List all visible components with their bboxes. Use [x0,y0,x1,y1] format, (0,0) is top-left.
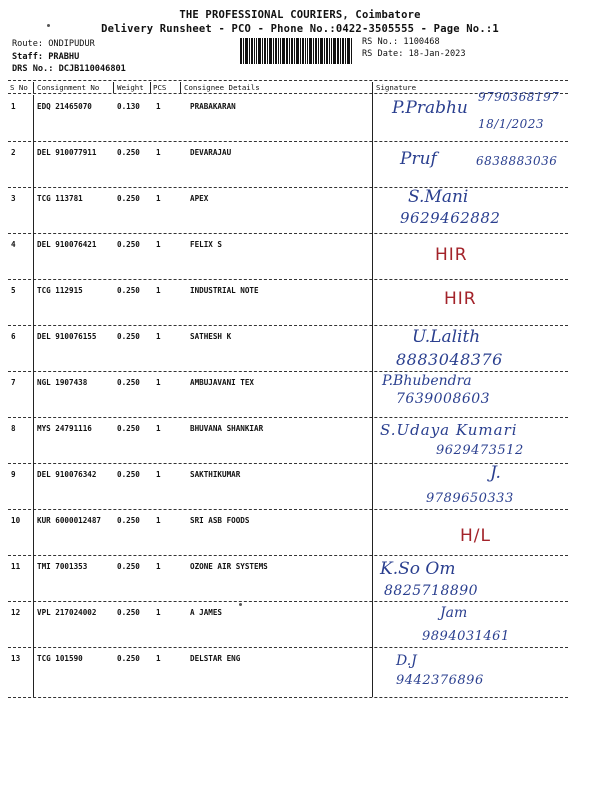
signature-column-rule [372,82,373,697]
row-consignment: VPL 217024002 [37,608,97,617]
row-sno: 2 [11,148,16,157]
hlr-mark: HIR [435,245,468,265]
rs-date-value: 18-Jan-2023 [408,48,466,59]
row-consignment: DEL 910076421 [37,240,97,249]
signature-cell [378,601,578,647]
scan-speck [239,603,242,606]
signature-cell [378,555,578,601]
signature-name: D.J [396,653,417,669]
row-consignee: APEX [190,194,209,203]
company-title: THE PROFESSIONAL COURIERS, Coimbatore [179,9,421,21]
row-weight: 0.250 [117,194,140,203]
row-sno: 5 [11,286,16,295]
row-weight: 0.250 [117,148,140,157]
row-consignee: SAKTHIKUMAR [190,470,241,479]
col-signature: Signature [376,83,417,92]
row-weight: 0.250 [117,378,140,387]
row-sno: 12 [11,608,21,617]
row-weight: 0.130 [117,102,140,111]
signature-cell [378,92,578,138]
route-label: Route: [12,39,44,49]
hlr-mark: H/L [460,526,491,546]
header-separator [113,82,114,93]
row-weight: 0.250 [117,516,140,525]
col-pcs: PCS [153,83,167,92]
row-pcs: 1 [156,654,161,663]
row-weight: 0.250 [117,240,140,249]
signature-name: K.So Om [380,559,456,579]
signature-name: U.Lalith [412,327,481,347]
row-consignment: TCG 101590 [37,654,83,663]
row-consignee: BHUVANA SHANKIAR [190,424,264,433]
row-pcs: 1 [156,286,161,295]
signature-phone: 8825718890 [384,583,479,599]
signature-cell [378,509,578,555]
signature-cell [378,417,578,463]
signature-phone: 9789650333 [426,491,514,506]
signature-name: J. [490,463,501,483]
signature-phone: 8883048376 [396,350,503,369]
signature-name: S.Udaya Kumari [380,421,518,439]
row-consignment: NGL 1907438 [37,378,88,387]
row-sno: 9 [11,470,16,479]
row-pcs: 1 [156,424,161,433]
signature-phone: 9629462882 [400,209,501,227]
row-consignee: SATHESH K [190,332,232,341]
signature-cell [378,233,578,279]
row-sno: 13 [11,654,21,663]
route-value: ONDIPUDUR [48,39,95,49]
drs-value: DCJB110046801 [58,64,126,74]
signature-name: Jam [440,605,468,621]
signature-name: Pruf [400,149,437,169]
row-weight: 0.250 [117,286,140,295]
scan-speck [47,24,50,27]
row-consignee: DELSTAR ENG [190,654,241,663]
signature-name: P.Prabhu [392,98,468,118]
row-weight: 0.250 [117,332,140,341]
signature-phone: 9442376896 [396,673,484,688]
row-sno: 3 [11,194,16,203]
header-separator [33,82,34,93]
row-sno: 8 [11,424,16,433]
signature-cell [378,371,578,417]
row-pcs: 1 [156,470,161,479]
row-weight: 0.250 [117,562,140,571]
row-consignee: A JAMES [190,608,223,617]
row-consignment: EDQ 21465070 [37,102,92,111]
row-weight: 0.250 [117,470,140,479]
barcode-image [240,38,352,64]
row-consignment: DEL 910077911 [37,148,97,157]
column-rule [33,95,34,697]
table-bottom-divider [8,697,568,698]
signature-phone: 9629473512 [436,443,524,458]
row-consignment: TCG 113781 [37,194,83,203]
signature-date: 18/1/2023 [478,117,545,131]
signature-name: S.Mani [408,187,469,207]
row-consignee: PRABAKARAN [190,102,236,111]
hlr-mark: HIR [444,289,477,309]
row-weight: 0.250 [117,608,140,617]
row-consignment: DEL 910076155 [37,332,97,341]
signature-cell [378,325,578,371]
row-consignee: OZONE AIR SYSTEMS [190,562,268,571]
row-sno: 4 [11,240,16,249]
row-sno: 11 [11,562,21,571]
row-consignment: DEL 910076342 [37,470,97,479]
signature-cell [378,187,578,233]
row-consignee: INDUSTRIAL NOTE [190,286,259,295]
runsheet-header [0,0,600,82]
row-pcs: 1 [156,240,161,249]
row-consignee: DEVARAJAU [190,148,232,157]
row-consignment: TMI 7001353 [37,562,88,571]
row-pcs: 1 [156,378,161,387]
route-staff-block [12,38,126,76]
signature-cell [378,463,578,509]
row-consignee: FELIX S [190,240,223,249]
signature-name: P.Bhubendra [382,373,472,389]
row-pcs: 1 [156,102,161,111]
runsheet-subtitle: Delivery Runsheet - PCO - Phone No.:0422-3505555 - Page No.:1 [101,23,499,35]
signature-phone: 9790368197 [478,90,560,104]
col-details: Consignee Details [184,83,260,92]
row-consignment: KUR 6000012487 [37,516,102,525]
row-weight: 0.250 [117,424,140,433]
row-sno: 1 [11,102,16,111]
row-pcs: 1 [156,332,161,341]
rs-block [362,37,466,60]
row-pcs: 1 [156,194,161,203]
row-consignee: AMBUJAVANI TEX [190,378,255,387]
row-pcs: 1 [156,516,161,525]
signature-phone: 9894031461 [422,629,510,644]
row-pcs: 1 [156,562,161,571]
drs-label: DRS No.: [12,64,54,74]
staff-label: Staff: [12,51,44,62]
header-separator [180,82,181,93]
row-pcs: 1 [156,148,161,157]
row-weight: 0.250 [117,654,140,663]
rs-date-label: RS Date: [362,48,404,59]
signature-cell [378,647,578,693]
row-consignment: MYS 24791116 [37,424,92,433]
header-divider [8,80,568,81]
row-pcs: 1 [156,608,161,617]
signature-phone: 6838883036 [476,154,558,168]
row-consignee: SRI ASB FOODS [190,516,250,525]
signature-cell [378,279,578,325]
row-sno: 10 [11,516,21,525]
signature-phone: 7639008603 [396,391,491,407]
staff-value: PRABHU [48,51,80,62]
row-consignment: TCG 112915 [37,286,83,295]
col-sno: S No [10,83,28,92]
row-sno: 6 [11,332,16,341]
rs-no-value: 1100468 [403,37,440,47]
rs-no-label: RS No.: [362,37,399,47]
col-weight: Weight [117,83,144,92]
header-separator [150,82,151,93]
signature-cell [378,141,578,187]
row-sno: 7 [11,378,16,387]
col-consignment: Consignment No [37,83,100,92]
